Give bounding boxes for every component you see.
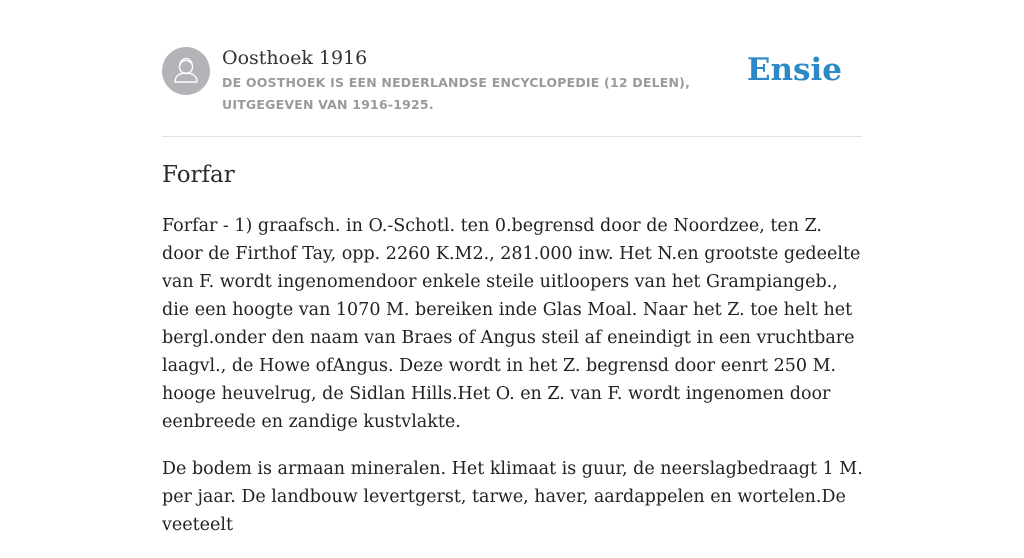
source-header — [162, 44, 862, 137]
user-silhouette-icon[interactable] — [162, 47, 210, 95]
article-paragraph: Forfar - 1) graafsch. in O.-Schotl. ten 0.begrensd door de Noordzee, ten Z. door de Firthof Tay, opp. 2260 K.M2., 281.000 inw. Het N.en grootste gedeelte van F. wordt ingenomendoor enkele steile uitloopers van het Grampiangeb., die een hoogte van 1070 M. bereiken inde Glas Moal. Naar het Z. toe helt het bergl.onder den naam van Braes of Angus steil af eneindigt in een vruchtbare laagvl., de Howe ofAngus. Deze wordt in het Z. begrensd door eenrt 250 M. hooge heuvelrug, de Sidlan Hills.Het O. en Z. van F. wordt ingenomen door eenbreede en zandige kustvlakte. — [162, 216, 861, 432]
source-description: DE OOSTHOEK IS EEN NEDERLANDSE ENCYCLOPEDIE (12 DELEN), UITGEGEVEN VAN 1916-1925. — [222, 75, 691, 112]
article-paragraph: De bodem is armaan mineralen. Het klimaat is guur, de neerslagbedraagt 1 M. per jaar. De landbouw levertgerst, tarwe, haver, aardappelen en wortelen.De veeteelt — [162, 459, 863, 535]
source-info — [222, 44, 762, 116]
ensie-logo[interactable]: Ensie — [746, 52, 842, 88]
article-title: Forfar — [162, 162, 235, 188]
article-body — [162, 212, 868, 558]
source-title[interactable]: Oosthoek 1916 — [222, 47, 368, 69]
